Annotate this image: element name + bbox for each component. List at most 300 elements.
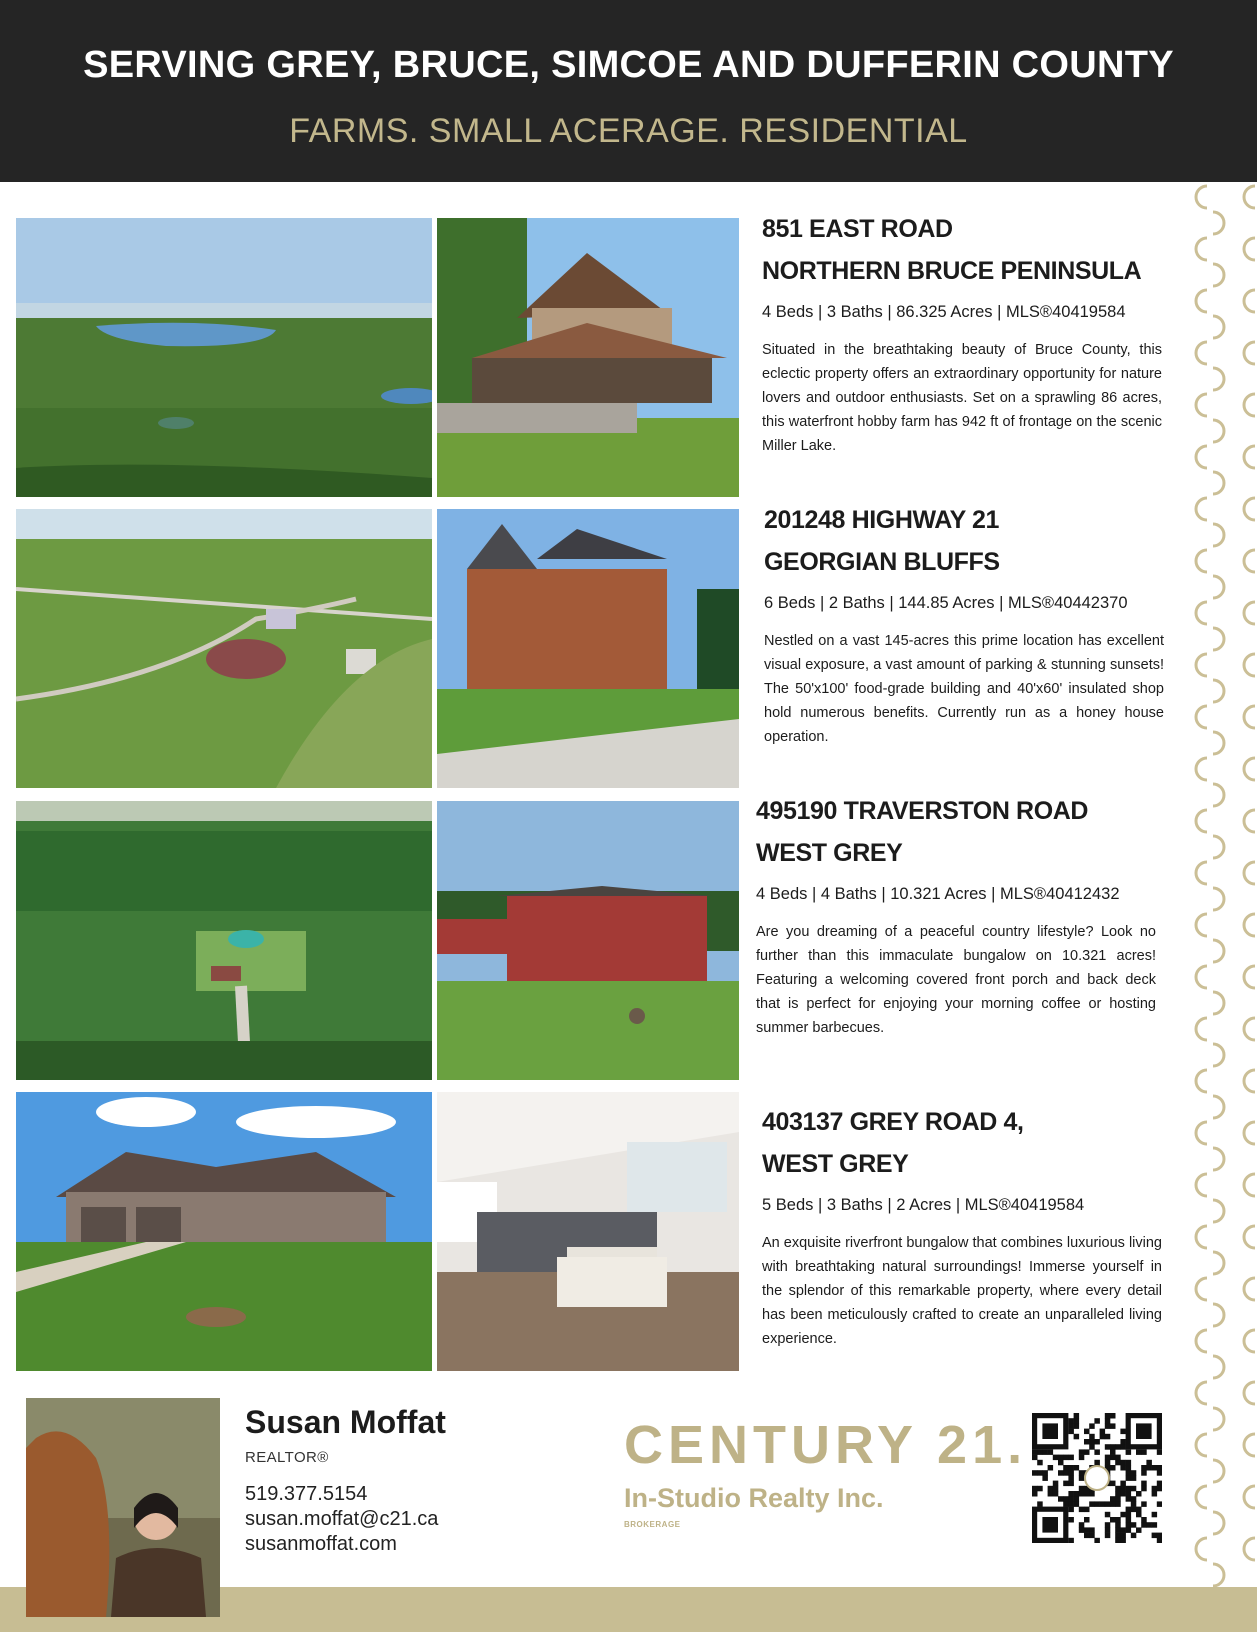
qr-module — [1131, 1501, 1137, 1507]
listing-2-address-line1: 201248 HIGHWAY 21 — [764, 506, 1000, 534]
c21-pattern-arc — [1244, 706, 1255, 728]
c21-pattern-arc — [1213, 940, 1224, 962]
qr-module — [1032, 1486, 1038, 1492]
header-subtitle: FARMS. SMALL ACERAGE. RESIDENTIAL — [289, 112, 968, 150]
c21-pattern-arc — [1196, 1070, 1207, 1092]
qr-module — [1089, 1423, 1095, 1429]
qr-module — [1079, 1522, 1085, 1528]
c21-pattern-arc — [1196, 186, 1207, 208]
qr-module — [1048, 1465, 1054, 1471]
qr-module — [1105, 1533, 1111, 1539]
listing-2-house-photo — [437, 509, 739, 788]
qr-module — [1042, 1449, 1048, 1455]
c21-pattern-arc — [1244, 1486, 1255, 1508]
c21-pattern-arc — [1244, 966, 1255, 988]
qr-module — [1120, 1465, 1126, 1471]
c21-pattern-arc — [1196, 862, 1207, 884]
c21-pattern-arc — [1196, 602, 1207, 624]
qr-module — [1110, 1449, 1116, 1455]
qr-module — [1131, 1470, 1137, 1476]
listing-4-address-line1: 403137 GREY ROAD 4, — [762, 1108, 1024, 1136]
listing-1-aerial-photo — [16, 218, 432, 497]
qr-module — [1063, 1470, 1069, 1476]
qr-module — [1115, 1491, 1121, 1497]
c21-pattern-arc — [1196, 550, 1207, 572]
qr-module — [1126, 1470, 1132, 1476]
qr-module — [1089, 1491, 1095, 1497]
qr-module — [1068, 1418, 1074, 1424]
qr-module — [1105, 1522, 1111, 1528]
listing-4-stats: 5 Beds | 3 Baths | 2 Acres | MLS®40419584 — [762, 1196, 1085, 1214]
c21-pattern-arc — [1196, 1538, 1207, 1560]
qr-module — [1089, 1533, 1095, 1539]
qr-module — [1105, 1512, 1111, 1518]
qr-module — [1105, 1413, 1111, 1419]
qr-module — [1074, 1423, 1080, 1429]
c21-pattern-arc — [1244, 654, 1255, 676]
qr-module — [1074, 1434, 1080, 1440]
qr-module — [1084, 1527, 1090, 1533]
qr-module — [1120, 1527, 1126, 1533]
c21-pattern-arc — [1196, 1434, 1207, 1456]
qr-module — [1126, 1491, 1132, 1497]
qr-module — [1110, 1455, 1116, 1461]
qr-module — [1089, 1527, 1095, 1533]
qr-module — [1089, 1444, 1095, 1450]
qr-module — [1115, 1455, 1121, 1461]
c21-pattern-arc — [1244, 862, 1255, 884]
qr-module — [1131, 1507, 1137, 1513]
c21-pattern-arc — [1213, 732, 1224, 754]
qr-module — [1105, 1418, 1111, 1424]
c21-pattern-arc — [1213, 472, 1224, 494]
c21-pattern-arc — [1196, 758, 1207, 780]
header-banner — [0, 0, 1257, 182]
qr-module — [1152, 1486, 1158, 1492]
listing-1-house-photo — [437, 218, 739, 497]
qr-module — [1157, 1481, 1162, 1487]
qr-module — [1079, 1486, 1085, 1492]
qr-module — [1141, 1481, 1147, 1487]
listing-2-aerial-photo — [16, 509, 432, 788]
qr-module — [1058, 1496, 1064, 1502]
c21-pattern-arc — [1244, 498, 1255, 520]
qr-module — [1152, 1533, 1158, 1539]
qr-module — [1084, 1533, 1090, 1539]
c21-pattern-arc — [1213, 1460, 1224, 1482]
qr-module — [1141, 1470, 1147, 1476]
qr-module — [1058, 1455, 1064, 1461]
qr-module — [1110, 1444, 1116, 1450]
qr-module — [1094, 1418, 1100, 1424]
qr-module — [1141, 1501, 1147, 1507]
qr-code-svg — [1032, 1413, 1162, 1543]
c21-pattern-arc — [1196, 498, 1207, 520]
qr-module — [1084, 1507, 1090, 1513]
c21-pattern-arc — [1244, 758, 1255, 780]
qr-module — [1136, 1527, 1142, 1533]
qr-module — [1084, 1517, 1090, 1523]
qr-module — [1126, 1486, 1132, 1492]
qr-module — [1120, 1429, 1126, 1435]
c21-pattern-arc — [1213, 628, 1224, 650]
qr-module — [1068, 1455, 1074, 1461]
qr-module — [1136, 1512, 1142, 1518]
listing-3-stats: 4 Beds | 4 Baths | 10.321 Acres | MLS®40412432 — [756, 885, 1120, 903]
listing-3-description: Are you dreaming of a peaceful country lifestyle? Look no further than this immaculate bungalow on 10.321 acres! Featuring a welcoming covered front porch and back deck that is perfect for enjoying your morning coffee or hosting summer barbecues. — [756, 924, 1156, 1036]
c21-pattern-arc — [1244, 810, 1255, 832]
c21-pattern-arc — [1244, 1330, 1255, 1352]
qr-module — [1131, 1522, 1137, 1528]
qr-module — [1048, 1449, 1054, 1455]
qr-module — [1126, 1517, 1132, 1523]
listing-1-address-line2: NORTHERN BRUCE PENINSULA — [762, 257, 1142, 285]
qr-module — [1068, 1470, 1074, 1476]
brand-tag: BROKERAGE — [624, 1520, 681, 1529]
qr-module — [1157, 1501, 1162, 1507]
qr-module — [1058, 1460, 1064, 1466]
c21-pattern-arc — [1244, 1070, 1255, 1092]
c21-pattern-arc — [1196, 1330, 1207, 1352]
qr-module — [1089, 1434, 1095, 1440]
c21-pattern-arc — [1244, 342, 1255, 364]
qr-module — [1037, 1470, 1043, 1476]
qr-module — [1053, 1481, 1059, 1487]
qr-module — [1110, 1465, 1116, 1471]
qr-module — [1115, 1517, 1121, 1523]
qr-module — [1063, 1455, 1069, 1461]
qr-module — [1100, 1434, 1106, 1440]
brand-office: In-Studio Realty Inc. — [624, 1483, 884, 1513]
c21-pattern-arc — [1196, 966, 1207, 988]
c21-pattern-arc — [1213, 420, 1224, 442]
c21-pattern-arc — [1213, 1096, 1224, 1118]
qr-module — [1074, 1501, 1080, 1507]
c21-pattern-arc — [1196, 1226, 1207, 1248]
agent-photo — [26, 1398, 220, 1617]
qr-module — [1084, 1439, 1090, 1445]
listing-1 — [762, 208, 1162, 458]
qr-module — [1141, 1486, 1147, 1492]
qr-module — [1084, 1429, 1090, 1435]
qr-module — [1126, 1522, 1132, 1528]
qr-module — [1105, 1455, 1111, 1461]
qr-module — [1094, 1460, 1100, 1466]
c21-pattern-arc — [1213, 1564, 1224, 1586]
c21-pattern-arc — [1213, 1200, 1224, 1222]
qr-module — [1157, 1533, 1162, 1539]
qr-module — [1110, 1496, 1116, 1502]
c21-pattern-arc — [1244, 1278, 1255, 1300]
qr-module — [1068, 1496, 1074, 1502]
listing-1-description: Situated in the breathtaking beauty of Bruce County, this eclectic property offers an extraordinary opportunity for nature lovers and outdoor enthusiasts. Set on a sprawling 86 acres, this waterfront hobby farm has 942 ft of frontage on the scenic Miller Lake. — [762, 342, 1162, 454]
qr-module — [1032, 1470, 1038, 1476]
qr-module — [1115, 1486, 1121, 1492]
qr-module — [1120, 1486, 1126, 1492]
qr-module — [1152, 1512, 1158, 1518]
qr-module — [1126, 1465, 1132, 1471]
qr-module — [1115, 1533, 1121, 1539]
qr-module — [1120, 1491, 1126, 1497]
qr-module — [1131, 1496, 1137, 1502]
c21-pattern-arc — [1244, 914, 1255, 936]
qr-module — [1089, 1501, 1095, 1507]
c21-pattern-arc — [1244, 1434, 1255, 1456]
qr-module — [1120, 1481, 1126, 1487]
qr-module — [1131, 1533, 1137, 1539]
listing-3-aerial-photo — [16, 801, 432, 1080]
qr-module — [1120, 1444, 1126, 1450]
listing-4 — [762, 1101, 1162, 1351]
qr-center-logo — [1085, 1466, 1109, 1490]
qr-module — [1032, 1491, 1038, 1497]
qr-module — [1074, 1418, 1080, 1424]
qr-module — [1126, 1512, 1132, 1518]
qr-module — [1105, 1423, 1111, 1429]
agent-title: REALTOR® — [245, 1449, 329, 1466]
c21-pattern-arc — [1196, 1486, 1207, 1508]
qr-module — [1089, 1439, 1095, 1445]
header-title: SERVING GREY, BRUCE, SIMCOE AND DUFFERIN COUNTY — [83, 44, 1174, 86]
c21-pattern-arc — [1196, 914, 1207, 936]
qr-module — [1115, 1496, 1121, 1502]
qr-module — [1131, 1475, 1137, 1481]
qr-module — [1120, 1512, 1126, 1518]
qr-module — [1120, 1460, 1126, 1466]
agent-website[interactable]: susanmoffat.com — [245, 1533, 397, 1555]
qr-module — [1126, 1496, 1132, 1502]
c21-pattern-arc — [1213, 784, 1224, 806]
qr-module — [1048, 1491, 1054, 1497]
qr-module — [1063, 1501, 1069, 1507]
c21-pattern-arc — [1196, 342, 1207, 364]
listing-3 — [756, 790, 1156, 1040]
qr-module — [1136, 1507, 1142, 1513]
listing-4-address-line2: WEST GREY — [762, 1150, 909, 1178]
c21-pattern-arc — [1196, 446, 1207, 468]
qr-module — [1048, 1486, 1054, 1492]
qr-code[interactable] — [1032, 1413, 1162, 1543]
qr-module — [1037, 1486, 1043, 1492]
qr-module — [1063, 1481, 1069, 1487]
century21-logo — [624, 1417, 1027, 1529]
qr-finder — [1042, 1423, 1058, 1439]
c21-pattern-arc — [1213, 368, 1224, 390]
qr-module — [1068, 1517, 1074, 1523]
c21-pattern-arc — [1213, 1512, 1224, 1534]
qr-module — [1068, 1501, 1074, 1507]
c21-pattern-arc — [1196, 706, 1207, 728]
qr-module — [1152, 1522, 1158, 1528]
qr-module — [1068, 1423, 1074, 1429]
qr-module — [1105, 1460, 1111, 1466]
c21-pattern-arc — [1213, 1304, 1224, 1326]
qr-module — [1068, 1481, 1074, 1487]
c21-pattern-arc — [1244, 550, 1255, 572]
agent-phone[interactable]: 519.377.5154 — [245, 1483, 368, 1505]
qr-finder — [1136, 1423, 1152, 1439]
qr-module — [1042, 1475, 1048, 1481]
c21-pattern-arc — [1196, 1018, 1207, 1040]
qr-module — [1157, 1470, 1162, 1476]
brand-name: CENTURY 21. — [624, 1415, 1028, 1475]
listing-4-interior-photo — [437, 1092, 739, 1371]
qr-module — [1146, 1522, 1152, 1528]
qr-module — [1146, 1460, 1152, 1466]
listing-4-house-photo — [16, 1092, 432, 1371]
qr-module — [1115, 1444, 1121, 1450]
c21-pattern-arc — [1196, 810, 1207, 832]
c21-pattern-arc — [1244, 1174, 1255, 1196]
qr-module — [1126, 1527, 1132, 1533]
qr-module — [1110, 1413, 1116, 1419]
c21-pattern-arc — [1213, 680, 1224, 702]
qr-module — [1110, 1517, 1116, 1523]
qr-module — [1141, 1465, 1147, 1471]
c21-pattern-arc — [1196, 1122, 1207, 1144]
c21-pattern-arc — [1196, 1382, 1207, 1404]
qr-module — [1079, 1507, 1085, 1513]
qr-module — [1120, 1439, 1126, 1445]
qr-module — [1100, 1501, 1106, 1507]
listing-2-stats: 6 Beds | 2 Baths | 144.85 Acres | MLS®40442370 — [764, 594, 1128, 612]
c21-pattern-arc — [1244, 1122, 1255, 1144]
qr-module — [1152, 1465, 1158, 1471]
qr-module — [1032, 1449, 1038, 1455]
listing-3-address-line1: 495190 TRAVERSTON ROAD — [756, 797, 1089, 825]
qr-module — [1079, 1527, 1085, 1533]
qr-module — [1115, 1460, 1121, 1466]
qr-module — [1053, 1486, 1059, 1492]
qr-module — [1032, 1455, 1038, 1461]
qr-module — [1152, 1491, 1158, 1497]
qr-module — [1126, 1507, 1132, 1513]
c21-pattern-arc — [1244, 602, 1255, 624]
qr-module — [1157, 1465, 1162, 1471]
c21-pattern-arc — [1196, 394, 1207, 416]
c21-pattern-arc — [1213, 1408, 1224, 1430]
listing-2-description: Nestled on a vast 145-acres this prime location has excellent visual exposure, a vast amount of parking & stunning sunsets! The 50'x100' food-grade building and 40'x60' insulated shop hold numerous benefits. Currently run as a honey house operation. — [764, 633, 1164, 745]
qr-module — [1053, 1455, 1059, 1461]
qr-module — [1141, 1517, 1147, 1523]
qr-module — [1079, 1449, 1085, 1455]
listing-2-address-line2: GEORGIAN BLUFFS — [764, 548, 1000, 576]
qr-module — [1120, 1533, 1126, 1539]
c21-pattern-arc — [1244, 1018, 1255, 1040]
qr-module — [1136, 1449, 1142, 1455]
c21-pattern-arc — [1213, 1252, 1224, 1274]
qr-module — [1068, 1475, 1074, 1481]
listing-3-address-line2: WEST GREY — [756, 839, 903, 867]
qr-finder — [1042, 1517, 1058, 1533]
qr-module — [1146, 1465, 1152, 1471]
qr-module — [1126, 1475, 1132, 1481]
c21-pattern-arc — [1244, 1382, 1255, 1404]
qr-module — [1105, 1527, 1111, 1533]
c21-pattern-arc — [1213, 992, 1224, 1014]
qr-module — [1094, 1449, 1100, 1455]
c21-pattern-arc — [1213, 1356, 1224, 1378]
qr-module — [1079, 1455, 1085, 1461]
qr-module — [1126, 1449, 1132, 1455]
c21-pattern-arc — [1213, 524, 1224, 546]
qr-module — [1074, 1491, 1080, 1497]
c21-pattern-arc — [1213, 1044, 1224, 1066]
qr-module — [1136, 1491, 1142, 1497]
qr-module — [1105, 1444, 1111, 1450]
qr-module — [1074, 1465, 1080, 1471]
qr-module — [1042, 1470, 1048, 1476]
c21-pattern-arc — [1196, 654, 1207, 676]
c21-pattern-arc — [1213, 576, 1224, 598]
qr-module — [1094, 1501, 1100, 1507]
qr-module — [1068, 1491, 1074, 1497]
qr-module — [1058, 1470, 1064, 1476]
c21-pattern-arc — [1196, 1278, 1207, 1300]
qr-module — [1141, 1522, 1147, 1528]
qr-module — [1105, 1434, 1111, 1440]
qr-module — [1053, 1491, 1059, 1497]
qr-module — [1120, 1538, 1126, 1543]
qr-module — [1126, 1460, 1132, 1466]
qr-module — [1063, 1465, 1069, 1471]
qr-module — [1084, 1449, 1090, 1455]
c21-pattern-arc — [1196, 238, 1207, 260]
qr-module — [1100, 1429, 1106, 1435]
qr-module — [1063, 1496, 1069, 1502]
qr-module — [1105, 1501, 1111, 1507]
c21-pattern-arc — [1244, 1226, 1255, 1248]
c21-pattern-arc — [1244, 1538, 1255, 1560]
c21-pattern-stripe — [1185, 182, 1257, 1587]
c21-pattern-arc — [1244, 290, 1255, 312]
c21-pattern-svg — [1185, 182, 1257, 1587]
qr-module — [1110, 1481, 1116, 1487]
qr-module — [1068, 1465, 1074, 1471]
qr-module — [1094, 1439, 1100, 1445]
qr-module — [1084, 1491, 1090, 1497]
qr-module — [1141, 1449, 1147, 1455]
c21-pattern-arc — [1244, 186, 1255, 208]
agent-email[interactable]: susan.moffat@c21.ca — [245, 1508, 439, 1530]
qr-module — [1079, 1470, 1085, 1476]
listing-4-description: An exquisite riverfront bungalow that combines luxurious living with breathtaking natural surroundings! Immerse yourself in the splendor of this remarkable property, where every detail has been meticulously crafted to create an unparalleled living experience. — [762, 1235, 1162, 1347]
c21-pattern-arc — [1213, 212, 1224, 234]
c21-pattern-arc — [1244, 238, 1255, 260]
agent-contact — [245, 1482, 438, 1557]
listing-3-house-photo — [437, 801, 739, 1080]
c21-pattern-arc — [1196, 1174, 1207, 1196]
qr-module — [1157, 1486, 1162, 1492]
qr-module — [1110, 1423, 1116, 1429]
c21-pattern-arc — [1213, 836, 1224, 858]
qr-module — [1115, 1501, 1121, 1507]
qr-module — [1079, 1475, 1085, 1481]
c21-pattern-arc — [1213, 316, 1224, 338]
qr-module — [1037, 1449, 1043, 1455]
qr-module — [1115, 1527, 1121, 1533]
c21-pattern-arc — [1213, 264, 1224, 286]
qr-module — [1115, 1522, 1121, 1528]
qr-module — [1068, 1507, 1074, 1513]
agent-name: Susan Moffat — [245, 1404, 446, 1440]
qr-module — [1037, 1460, 1043, 1466]
qr-module — [1037, 1501, 1043, 1507]
c21-pattern-arc — [1244, 446, 1255, 468]
qr-module — [1094, 1538, 1100, 1543]
qr-module — [1068, 1538, 1074, 1543]
c21-pattern-arc — [1213, 888, 1224, 910]
